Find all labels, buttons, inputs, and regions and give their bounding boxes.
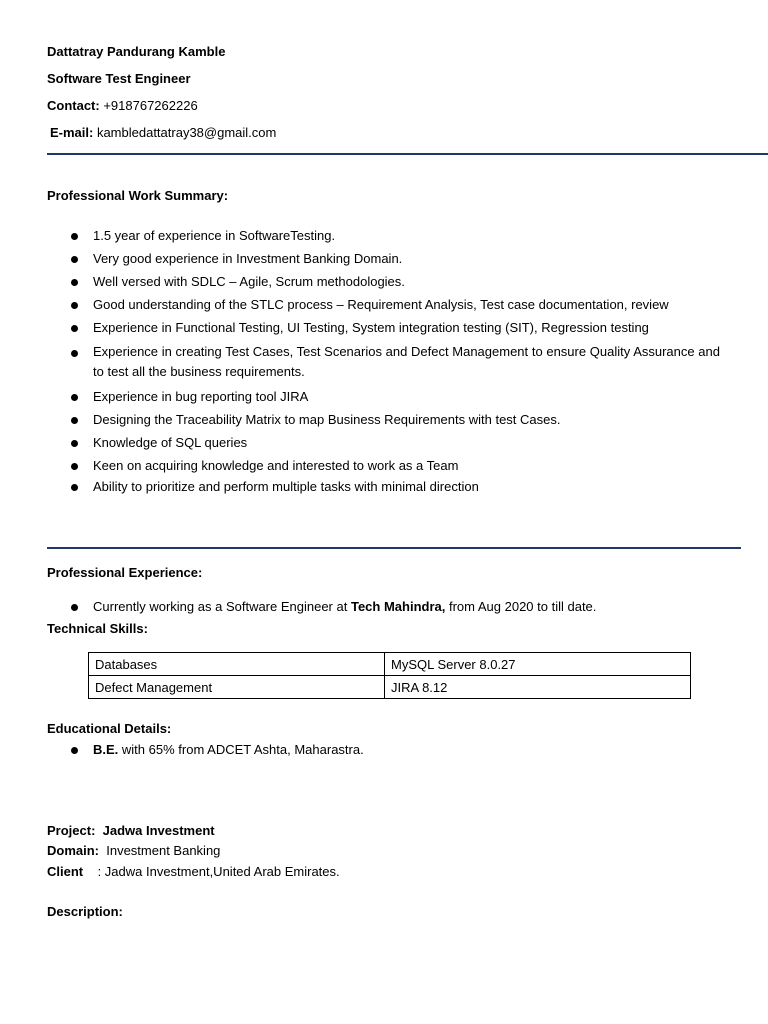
skill-category: Databases — [89, 653, 385, 676]
list-item: Currently working as a Software Engineer at Tech Mahindra, from Aug 2020 to till date. — [47, 598, 720, 615]
list-item: Well versed with SDLC – Agile, Scrum methodologies. — [47, 273, 720, 290]
table-row — [89, 676, 691, 699]
list-item: Very good experience in Investment Banking Domain. — [47, 250, 720, 267]
list-item: Keen on acquiring knowledge and interested to work as a Team — [47, 457, 720, 474]
list-item: Designing the Traceability Matrix to map Business Requirements with test Cases. — [47, 411, 720, 428]
bullet-icon — [71, 256, 78, 263]
bullet-icon — [71, 302, 78, 309]
experience-heading: Professional Experience: — [47, 565, 203, 580]
bullet-icon — [71, 604, 78, 611]
bullet-icon — [71, 417, 78, 424]
bullet-icon — [71, 325, 78, 332]
education-heading: Educational Details: — [47, 721, 172, 736]
list-item: B.E. with 65% from ADCET Ashta, Maharastra. — [47, 741, 720, 758]
skill-value: MySQL Server 8.0.27 — [385, 653, 691, 676]
list-item: Experience in creating Test Cases, Test Scenarios and Defect Management to ensure Quality Assurance and to test all the business requirements. — [47, 342, 720, 382]
domain-value: Investment Banking — [99, 843, 221, 858]
list-item: Experience in Functional Testing, UI Testing, System integration testing (SIT), Regression testing — [47, 319, 720, 336]
bullet-icon — [71, 463, 78, 470]
bullet-icon — [71, 747, 78, 754]
skill-category: Defect Management — [89, 676, 385, 699]
contact-phone: +918767262226 — [99, 98, 198, 113]
list-item: Good understanding of the STLC process – Requirement Analysis, Test case documentation, review — [47, 296, 720, 313]
list-item: Ability to prioritize and perform multiple tasks with minimal direction — [47, 478, 720, 495]
header-divider — [47, 153, 768, 155]
bullet-icon — [71, 350, 78, 357]
bullet-icon — [71, 440, 78, 447]
education-list — [47, 741, 720, 758]
client-value: : Jadwa Investment,United Arab Emirates. — [83, 864, 340, 879]
bullet-icon — [71, 233, 78, 240]
section-divider — [47, 547, 741, 549]
list-item: Experience in bug reporting tool JIRA — [47, 388, 720, 405]
skills-heading: Technical Skills: — [47, 621, 148, 636]
contact-label: Contact: — [47, 98, 100, 113]
email-address: kambledattatray38@gmail.com — [93, 125, 277, 140]
client-label: Client — [47, 864, 84, 879]
client-line — [47, 864, 340, 879]
project-name: Jadwa Investment — [95, 823, 215, 838]
experience-list — [47, 598, 720, 615]
contact-line — [47, 98, 198, 113]
summary-heading: Professional Work Summary: — [47, 188, 229, 203]
skill-value: JIRA 8.12 — [385, 676, 691, 699]
description-label: Description: — [47, 904, 123, 919]
email-line — [50, 125, 276, 140]
bullet-icon — [71, 394, 78, 401]
email-label: E-mail: — [50, 125, 94, 140]
project-line — [47, 823, 215, 838]
job-title: Software Test Engineer — [47, 71, 191, 86]
list-item: Knowledge of SQL queries — [47, 434, 720, 451]
bullet-icon — [71, 279, 78, 286]
list-item: 1.5 year of experience in SoftwareTesting. — [47, 227, 720, 244]
skills-table — [88, 652, 691, 699]
domain-line — [47, 843, 220, 858]
project-label: Project: — [47, 823, 96, 838]
table-row — [89, 653, 691, 676]
domain-label: Domain: — [47, 843, 99, 858]
candidate-name: Dattatray Pandurang Kamble — [47, 44, 226, 59]
summary-list — [47, 227, 720, 495]
bullet-icon — [71, 484, 78, 491]
